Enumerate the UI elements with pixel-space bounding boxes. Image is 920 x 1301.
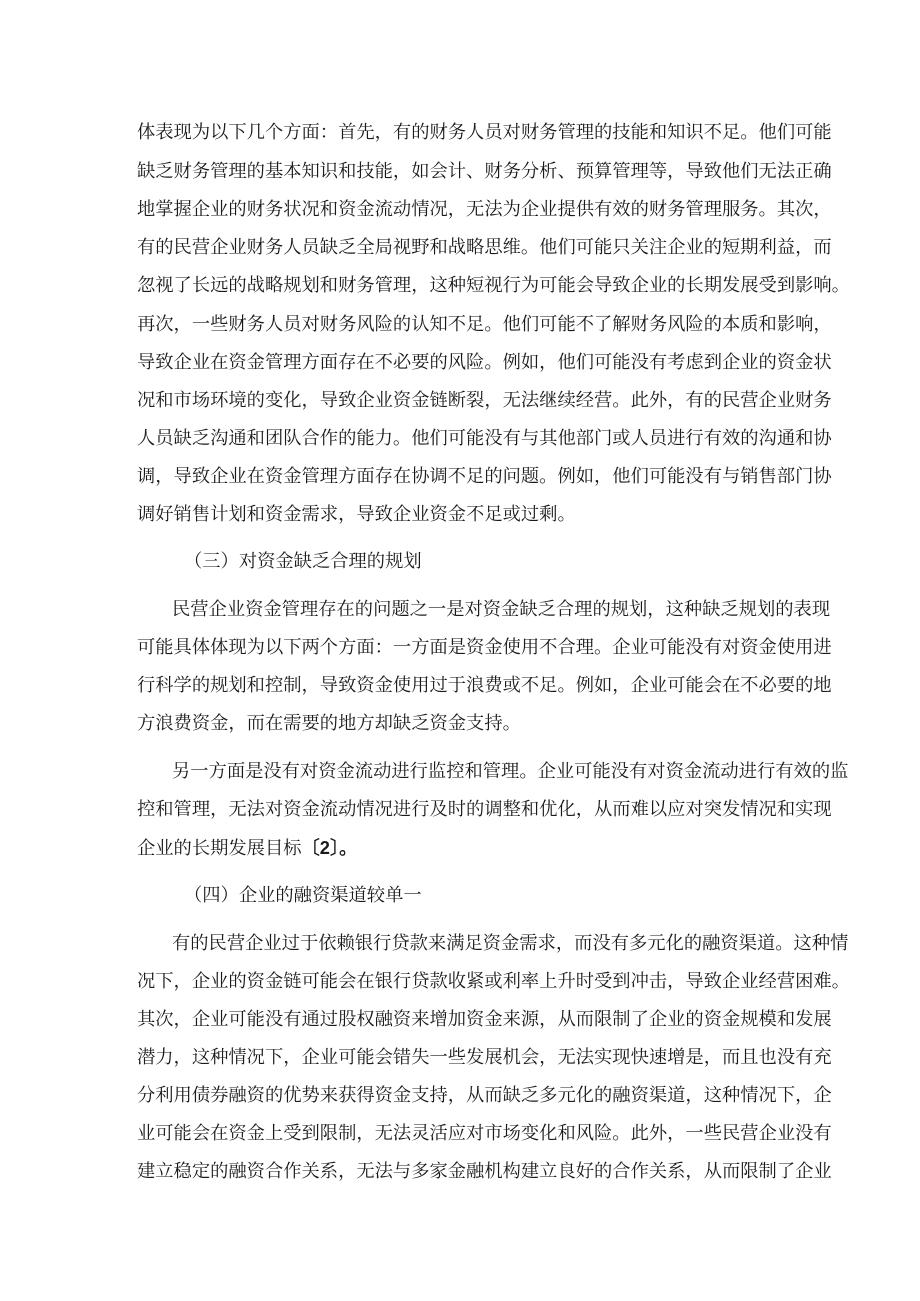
paragraph-line: 地掌握企业的财务状况和资金流动情况，无法为企业提供有效的财务管理服务。其次， bbox=[137, 199, 832, 220]
paragraph-line: 调，导致企业在资金管理方面存在协调不足的问题。例如，他们可能没有与销售部门协 bbox=[137, 466, 832, 487]
paragraph-line: 业可能会在资金上受到限制，无法灵活应对市场变化和风险。此外，一些民营企业没有 bbox=[137, 1123, 832, 1144]
paragraph-line: 况和市场环境的变化，导致企业资金链断裂，无法继续经营。此外，有的民营企业财务 bbox=[137, 390, 832, 411]
paragraph-line: 分利用债券融资的优势来获得资金支持，从而缺乏多元化的融资渠道，这种情况下，企 bbox=[137, 1085, 832, 1106]
paragraph-line: 行科学的规划和控制，导致资金使用过于浪费或不足。例如，企业可能会在不必要的地 bbox=[137, 675, 832, 696]
paragraph-line: 导致企业在资金管理方面存在不必要的风险。例如，他们可能没有考虑到企业的资金状 bbox=[137, 352, 832, 373]
paragraph-line: 另一方面是没有对资金流动进行监控和管理。企业可能没有对资金流动进行有效的监 bbox=[172, 761, 849, 782]
paragraph-line: 建立稳定的融资合作关系，无法与多家金融机构建立良好的合作关系，从而限制了企业 bbox=[137, 1161, 832, 1182]
paragraph-line: 其次，企业可能没有通过股权融资来增加资金来源，从而限制了企业的资金规模和发展 bbox=[137, 1009, 832, 1030]
paragraph-line: 潜力，这种情况下，企业可能会错失一些发展机会，无法实现快速增是，而且也没有充 bbox=[137, 1047, 832, 1068]
paragraph-line: 缺乏财务管理的基本知识和技能，如会计、财务分析、预算管理等，导致他们无法正确 bbox=[137, 161, 832, 182]
paragraph-line: 有的民营企业过于依赖银行贷款来满足资金需求，而没有多元化的融资渠道。这种情 bbox=[172, 933, 849, 954]
paragraph-line: 控和管理，无法对资金流动情况进行及时的调整和优化，从而难以应对突发情况和实现 bbox=[137, 799, 832, 820]
paragraph-line-with-citation bbox=[137, 836, 801, 861]
paragraph-line: 调好销售计划和资金需求，导致企业资金不足或过剩。 bbox=[137, 504, 576, 525]
paragraph-line: 方浪费资金，而在需要的地方却缺乏资金支持。 bbox=[137, 713, 521, 734]
citation-reference: 〔2〕。 bbox=[301, 837, 358, 858]
paragraph-line: 有的民营企业财务人员缺乏全局视野和战略思维。他们可能只关注企业的短期利益，而 bbox=[137, 237, 832, 258]
paragraph-line: 体表现为以下几个方面：首先，有的财务人员对财务管理的技能和知识不足。他们可能 bbox=[137, 122, 832, 143]
paragraph-line: 民营企业资金管理存在的问题之一是对资金缺乏合理的规划，这种缺乏规划的表现 bbox=[172, 599, 831, 620]
paragraph-line: 况下，企业的资金链可能会在银行贷款收紧或利率上升时受到冲击，导致企业经营困难。 bbox=[137, 971, 850, 992]
section-heading-3: （三）对资金缺乏合理的规划 bbox=[184, 551, 422, 572]
paragraph-line: 忽视了长远的战略规划和财务管理，这种短视行为可能会导致企业的长期发展受到影响。 bbox=[137, 275, 850, 296]
paragraph-line: 人员缺乏沟通和团队合作的能力。他们可能没有与其他部门或人员进行有效的沟通和协 bbox=[137, 428, 832, 449]
paragraph-text: 企业的长期发展目标 bbox=[137, 838, 302, 859]
paragraph-line: 可能具体体现为以下两个方面：一方面是资金使用不合理。企业可能没有对资金使用进 bbox=[137, 637, 832, 658]
paragraph-line: 再次，一些财务人员对财务风险的认知不足。他们可能不了解财务风险的本质和影响， bbox=[137, 314, 832, 335]
section-heading-4: （四）企业的融资渠道较单一 bbox=[184, 885, 422, 906]
